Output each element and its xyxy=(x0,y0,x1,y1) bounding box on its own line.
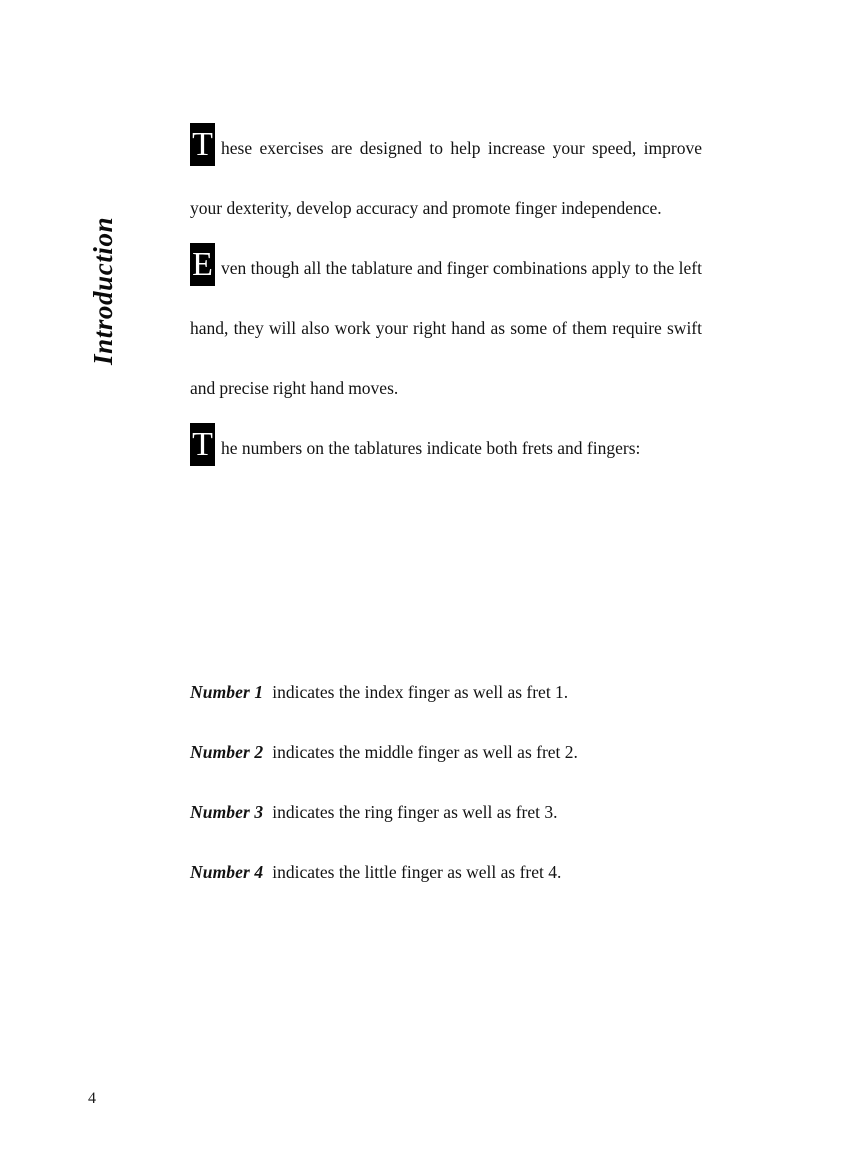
section-heading-vertical: Introduction xyxy=(88,216,118,365)
paragraph-2-text: ven though all the tablature and finger combinations apply to the left hand, they will also work your right hand as some of them require swift and precise right hand moves. xyxy=(190,258,702,398)
definition-description: indicates the little finger as well as fret 4. xyxy=(272,862,562,882)
drop-cap-letter: T xyxy=(190,423,215,466)
definition-description: indicates the middle finger as well as fret 2. xyxy=(272,742,578,762)
paragraph-1 xyxy=(190,118,702,238)
list-item xyxy=(190,662,710,722)
drop-cap-letter: E xyxy=(190,243,215,286)
paragraph-2 xyxy=(190,238,702,418)
definition-description: indicates the ring finger as well as fret 3. xyxy=(272,802,558,822)
page-number: 4 xyxy=(88,1090,96,1107)
drop-cap-letter: T xyxy=(190,123,215,166)
definition-term: Number 1 xyxy=(190,682,264,702)
definition-term: Number 3 xyxy=(190,802,264,822)
paragraph-3 xyxy=(190,418,702,478)
finger-number-definition-list xyxy=(190,662,710,902)
definition-term: Number 2 xyxy=(190,742,264,762)
list-item xyxy=(190,782,710,842)
definition-description: indicates the index finger as well as fret 1. xyxy=(272,682,569,702)
paragraph-3-text: he numbers on the tablatures indicate both frets and fingers: xyxy=(221,438,641,458)
definition-term: Number 4 xyxy=(190,862,264,882)
body-text-column xyxy=(190,118,702,478)
paragraph-1-text: hese exercises are designed to help increase your speed, improve your dexterity, develop accuracy and promote finger independence. xyxy=(190,138,702,218)
list-item xyxy=(190,842,710,902)
list-item xyxy=(190,722,710,782)
